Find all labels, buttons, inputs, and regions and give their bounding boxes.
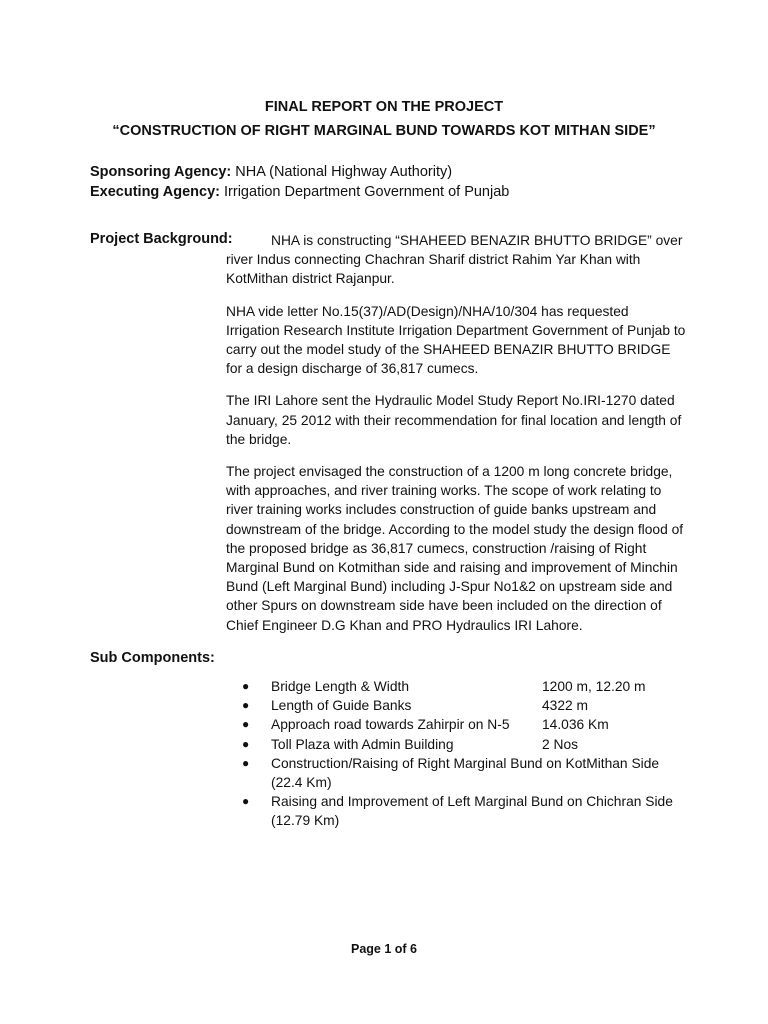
component-value: 4322 m: [542, 698, 589, 714]
component-detail: (12.79 Km): [271, 813, 340, 829]
component-name: Length of Guide Banks: [271, 698, 412, 714]
bullet-icon: ●: [242, 717, 250, 732]
bullet-icon: ●: [242, 794, 250, 809]
component-name: Toll Plaza with Admin Building: [271, 736, 454, 752]
component-detail: (22.4 Km): [271, 775, 332, 791]
report-title: [0, 95, 768, 143]
bullet-icon: ●: [242, 698, 250, 713]
background-paragraph: NHA is constructing “SHAHEED BENAZIR BHUTTO BRIDGE” over river Indus connecting Chachran Sharif district Rahim Yar Khan with KotMithan district Rajanpur.: [226, 233, 683, 287]
sub-components-list: [242, 677, 692, 831]
sponsoring-agency-value: NHA (National Highway Authority): [231, 164, 453, 180]
list-item: [242, 754, 692, 792]
background-paragraph: NHA vide letter No.15(37)/AD(Design)/NHA/10/304 has requested Irrigation Research Institute Irrigation Department Government of Punjab to carry out the model study of the SHAHEED BENAZIR BHUTTO BRIDGE for a design discharge of 36,817 cumecs.: [226, 303, 686, 377]
background-paragraph: The project envisaged the construction of a 1200 m long concrete bridge, with approaches, and river training works. The scope of work relating to river training works includes construction of guide banks upstream and downstream of the bridge. According to the model study the design flood of the proposed bridge as 36,817 cumecs, construction /raising of Right Marginal Bund on Kotmithan side and raising and improvement of Minchin Bund (Left Marginal Bund) including J-Spur No1&2 on upstream side and other Spurs on downstream side have been included on the direction of Chief Engineer D.G Khan and PRO Hydraulics IRI Lahore.: [226, 464, 684, 633]
list-item: [242, 696, 692, 715]
component-name: Bridge Length & Width: [271, 679, 410, 694]
component-value: 14.036 Km: [542, 717, 609, 733]
project-background-body: [226, 231, 686, 648]
sponsoring-agency: [90, 162, 452, 182]
component-name: Approach road towards Zahirpir on N-5: [271, 717, 510, 733]
bullet-icon: ●: [242, 679, 250, 693]
list-item: [242, 715, 692, 734]
list-item: [242, 735, 692, 754]
executing-agency-value: Irrigation Department Government of Punjab: [220, 184, 510, 200]
background-paragraph: The IRI Lahore sent the Hydraulic Model Study Report No.IRI-1270 dated January, 25 2012 with their recommendation for final location and length of the bridge.: [226, 393, 682, 447]
component-text: Construction/Raising of Right Marginal Bund on KotMithan Side: [271, 755, 660, 771]
executing-agency: [90, 182, 509, 202]
sub-components-label: Sub Components:: [90, 650, 215, 666]
bullet-icon: ●: [242, 736, 250, 751]
list-item: [242, 677, 692, 696]
page-number: Page 1 of 6: [351, 942, 417, 956]
sponsoring-agency-label: Sponsoring Agency:: [90, 164, 232, 180]
project-background-label: Project Background:: [90, 231, 233, 247]
component-value: 1200 m, 12.20 m: [542, 679, 646, 694]
list-item: [242, 792, 692, 830]
executing-agency-label: Executing Agency:: [90, 184, 220, 200]
title-line-2: “CONSTRUCTION OF RIGHT MARGINAL BUND TOWARDS KOT MITHAN SIDE”: [112, 123, 656, 139]
bullet-icon: ●: [242, 755, 250, 770]
component-value: 2 Nos: [542, 736, 579, 752]
component-text: Raising and Improvement of Left Marginal Bund on Chichran Side: [271, 794, 673, 810]
title-line-1: FINAL REPORT ON THE PROJECT: [264, 99, 504, 115]
